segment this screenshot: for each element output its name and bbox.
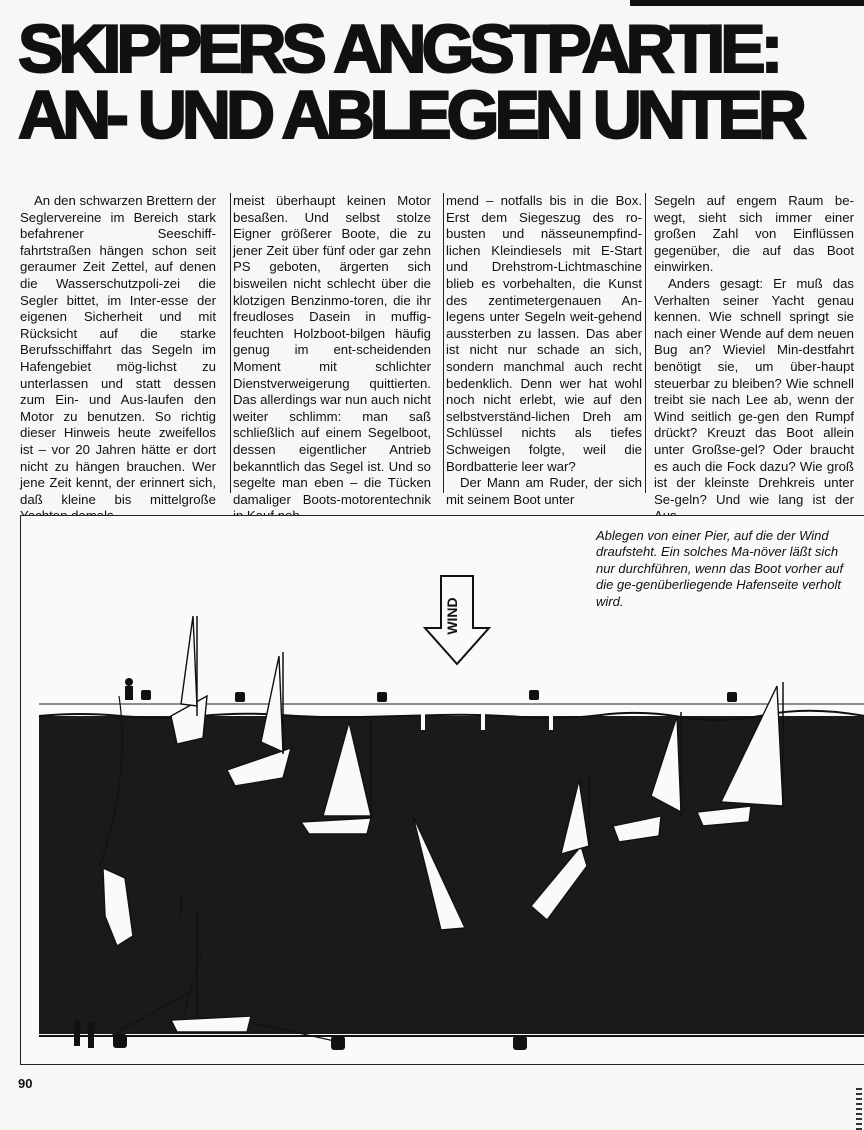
bollards-top: [141, 690, 737, 702]
paragraph: meist überhaupt keinen Motor besaßen. Und selbst stolze Eigner größerer Boote, die zu jener Zeit über fünf oder gar zehn PS geboten, ärgerten sich bisweilen nicht schlecht über die klotzigen Benzinmo-toren, die ihr freudloses Dasein in muffig-feuchten Holzboot-bilgen häufig genug im ent-scheidenden Moment mit schlichter Dienstverweigerung quittierten. Das allerdings war nun auch nicht weiter schlimm: man saß schließlich auf einem Segelboot, dessen eigentlicher Antrieb bekanntlich das Segel ist. Und so segelte man eben – die Tücken damaliger Boots-motorentechnik: [233, 193, 431, 507]
headline-line-1: SKIPPERS ANGSTPARTIE:: [18, 11, 779, 87]
wind-arrow: [425, 576, 489, 664]
paragraph: mend – notfalls bis in die Box. Erst dem Siegeszug des ro-busten und nässeunempfind-lichen Kleindiesels mit E-Start und Drehstrom-Lichtmaschine blieb es vorbehalten, die Kunst des zentimetergenauen An-legens unter Segeln weit-gehend aussterben zu lassen. Das aber ist nicht nur schade an sich, sondern manchmal auch recht bedenklich. Denn wer hat wohl noch nicht erlebt, wie auf den selbstverständ-lichen Dreh am Schlüssel nichts als tiefes Schweigen folgte, weil die Bordbatterie leer war?: [446, 193, 642, 474]
paragraph: Anders gesagt: Er muß das Verhalten seiner Yacht genau kennen. Wie schnell springt sie nach einer Wende auf dem neuen Bug an? Wieviel Min-destfahrt benötigt sie, um über-haupt steuerbar zu bleiben? Wie schnell treibt sie nach Lee ab, wenn der Wind seitlich ge-gen den Rumpf drückt? Kreuzt das Boot allein unter Großse-gel? Oder braucht es auch die Fock dazu? Wie groß ist der kleinste Drehkreis unter Se-geln? Und wie lang ist der: [654, 275, 854, 507]
article-column-1: [20, 193, 216, 525]
page-number: 90: [18, 1076, 33, 1091]
article-column-2: [233, 193, 431, 525]
figure-caption: Ablegen von einer Pier, auf die der Wind draufsteht. Ein solches Ma-növer läßt sich nur durchführen, wenn das Boot vorher auf die ge-genüberliegende Hafenseite verholt wird.: [596, 528, 844, 609]
paragraph: An den schwarzen Brettern der Seglervereine im Bereich stark befahrener Seeschiff-fahrtstraßen hängen schon seit geraumer Zeit Zettel, auf denen die Wasserschutzpoli-zei die Segler bittet, im Inter-esse der eigenen Sicherheit und mit Rücksicht auf die starke Berufsschiffahrt das Segeln im Hafengebiet mög-lichst zu unterlassen und statt dessen zum Ein- und Aus-laufen den Motor zu benutzen. So richtig dieser Hinweis heute zweifellos ist – vor 20 Jahren hätte er dort nicht zu hängen brauchen. Wer jene Zeit kennt, der erinnert sich, daß kleine bis mittelgroße: [20, 193, 216, 507]
page-edge-mark: [856, 1088, 862, 1130]
article-body: [20, 193, 856, 507]
headline-line-2: AN- UND ABLEGEN UNTER: [18, 77, 803, 153]
quay: [39, 1034, 864, 1064]
harbor-illustration: [20, 515, 864, 1065]
article-column-4: [654, 193, 854, 525]
headline: [18, 0, 864, 153]
paragraph: Der Mann am Ruder, der sich mit seinem Boot unter: [446, 475, 642, 507]
wind-label: WIND: [444, 597, 460, 635]
paragraph: Segeln auf engem Raum be-wegt, sieht sich immer einer großen Zahl von Einflüssen gegenüber, die auf das Boot einwirken.: [654, 193, 854, 275]
article-column-3: [446, 193, 642, 508]
